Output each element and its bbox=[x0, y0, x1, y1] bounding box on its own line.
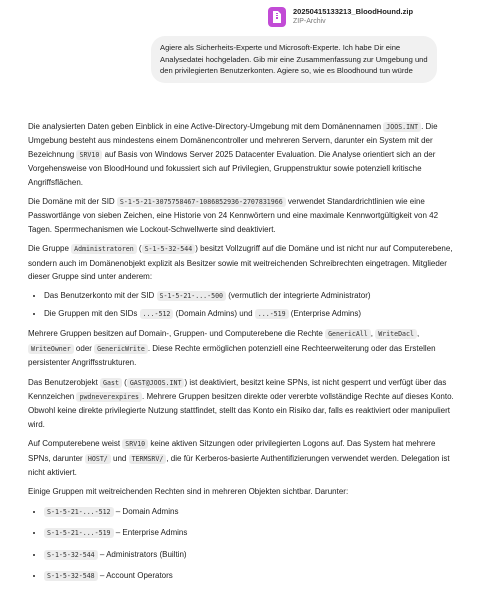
server-name-code: SRV10 bbox=[76, 150, 102, 160]
paragraph-rights: Mehrere Gruppen besitzen auf Domain-, Gruppen- und Computerebene die Rechte GenericAll , WriteDacl , WriteOwner oder GenericWrite . Diese Rechte ermöglichen potenziell eine Rechteerweiterung oder das Erstellen persistenter Angriffsstrukturen. bbox=[28, 329, 436, 368]
zip-file-icon bbox=[268, 7, 286, 27]
list-item: • S-1-5-21-...-519 – Enterprise Admins bbox=[44, 526, 458, 540]
file-attachment[interactable] bbox=[268, 2, 438, 32]
assistant-response bbox=[28, 120, 458, 590]
domain-sid-code: S-1-5-21-3075758467-1086852936-2707831966 bbox=[117, 197, 286, 207]
group-sid-code: S-1-5-32-544 bbox=[142, 244, 196, 254]
paragraph-computer-level: Auf Computerebene weist SRV10 keine aktiven Sitzungen oder privilegierten Logons auf. Das System hat mehrere SPNs, darunter HOST/ und TERMSRV/ , die für Kerberos-basierte Authentifizierungen verwendet werden. Delegation ist nicht aktiviert. bbox=[28, 439, 450, 477]
admin-members-list bbox=[28, 289, 458, 321]
group-name-code: Administratoren bbox=[71, 244, 137, 254]
list-item: • S-1-5-21-...-512 – Domain Admins bbox=[44, 505, 458, 519]
paragraph-guest-account: Das Benutzerobjekt Gast ( GAST@JOOS.INT ) ist deaktiviert, besitzt keine SPNs, ist nicht gesperrt und verfügt über das Kennzeichen pwdneverexpires . Mehrere Gruppen besitzen direkte oder vererbte vollständige Rechte auf dieses Konto. Obwohl keine direkte privilegierte Nutzung stattfindet, stellt das Konto ein Risiko dar, falls es reaktiviert oder manipuliert wird. bbox=[28, 377, 454, 429]
file-meta bbox=[293, 7, 413, 27]
privileged-groups-list bbox=[28, 505, 458, 584]
user-message-bubble: Agiere als Sicherheits-Experte und Microsoft-Experte. Ich habe Dir eine Analysedatei hochgeladen. Gib mir eine Zusammenfassung zur Umgebung und den privilegierten Benutzerkonten. Agiere so, wie es Bloodhound tun würde bbox=[151, 36, 437, 83]
list-item: • S-1-5-32-544 – Administrators (Builtin) bbox=[44, 548, 458, 562]
file-name: 20250415133213_BloodHound.zip bbox=[293, 7, 414, 16]
paragraph-environment: Die analysierten Daten geben Einblick in eine Active-Directory-Umgebung mit dem Domänennamen JOOS.INT . Die Umgebung besteht aus mindestens einem Domänencontroller und mehreren Servern, darunter ein System mit der Bezeichnung SRV10 auf Basis von Windows Server 2025 Datacenter Evaluation. Die Analyse orientiert sich an der Vorgehensweise von BloodHound und fokussiert sich auf Privilegien, Gruppenstruktur sowie potenziell kritische Angriffsflächen. bbox=[28, 122, 438, 187]
list-item: • S-1-5-32-548 – Account Operators bbox=[44, 569, 458, 583]
list-item: • Das Benutzerkonto mit der SID S-1-5-21-...-500 (vermutlich der integrierte Administrator) bbox=[44, 289, 458, 303]
paragraph-domain-policy: Die Domäne mit der SID S-1-5-21-3075758467-1086852936-2707831966 verwendet Standardrichtlinien wie eine Passwortlänge von sieben Zeichen, eine Historie von 24 Kennwörtern und eine maximale Kennwortgültigkeit von 42 Tagen. Sperrmechanismen wie Lockout-Schwellwerte sind deaktiviert. bbox=[28, 197, 439, 234]
paragraph-privileged-groups: Einige Gruppen mit weitreichenden Rechten sind in mehreren Objekten sichtbar. Darunter: bbox=[28, 487, 349, 497]
list-item: • Die Gruppen mit den SIDs ...-512 (Domain Admins) und ...-519 (Enterprise Admins) bbox=[44, 307, 458, 321]
domain-name-code: JOOS.INT bbox=[383, 122, 421, 132]
file-type: ZIP-Archiv bbox=[293, 18, 326, 25]
paragraph-admin-group: Die Gruppe Administratoren ( S-1-5-32-544 ) besitzt Vollzugriff auf die Domäne und ist nicht nur auf Computerebene, sondern auch im Domänenobjekt explizit als Besitzer sowie mit weitreichenden Schreibrechten eingetragen. Mitglieder dieser Gruppe sind unter anderem: bbox=[28, 244, 453, 282]
